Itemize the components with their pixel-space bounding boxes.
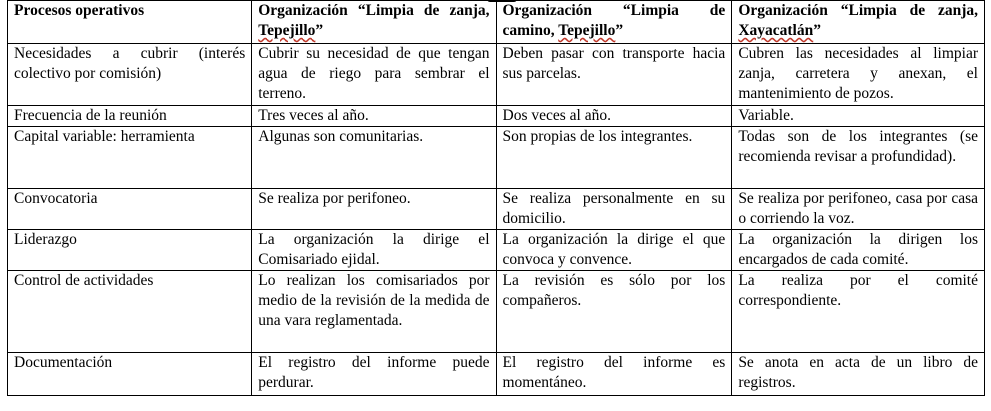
table-row [8, 127, 985, 189]
document-page [7, 0, 985, 405]
operative-processes-table [7, 0, 985, 396]
table-cell: La realiza por el comité correspondiente. [732, 271, 985, 353]
cropped-caption-fragment [487, 0, 517, 2]
table-row [8, 189, 985, 230]
row-label: Documentación [8, 353, 252, 396]
table-cell: Cubrir su necesidad de que tengan agua de riego para sembrar el terreno. [252, 44, 496, 106]
header-processes: Procesos operativos [8, 1, 252, 44]
table-cell: Lo realizan los comisariados por medio de la revisión de la medida de una vara reglamentada. [252, 271, 496, 353]
table-cell: Son propias de los integrantes. [496, 127, 732, 189]
row-label: Necesidades a cubrir (interés colectivo por comisión) [8, 44, 252, 106]
table-cell: Algunas son comunitarias. [252, 127, 496, 189]
header-org-zanja-tepejillo: Organización “Limpia de zanja, Tepejillo” [252, 1, 496, 44]
table-row [8, 106, 985, 127]
header-org-zanja-xayacatlan: Organización “Limpia de zanja, Xayacatlán” [732, 1, 985, 44]
table-cell: Se realiza por perifoneo, casa por casa o corriendo la voz. [732, 189, 985, 230]
table-row [8, 230, 985, 271]
row-label: Convocatoria [8, 189, 252, 230]
table-cell: Dos veces al año. [496, 106, 732, 127]
table-cell: Variable. [732, 106, 985, 127]
table-cell: La organización la dirigen los encargados de cada comité. [732, 230, 985, 271]
table-cell: Se realiza por perifoneo. [252, 189, 496, 230]
table-cell: Todas son de los integrantes (se recomienda revisar a profundidad). [732, 127, 985, 189]
header-org-camino-tepejillo: Organización “Limpia de camino, Tepejillo” [496, 1, 732, 44]
table-cell: El registro del informe es momentáneo. [496, 353, 732, 396]
table-cell: Se anota en acta de un libro de registros. [732, 353, 985, 396]
table-row [8, 271, 985, 353]
table-cell: El registro del informe puede perdurar. [252, 353, 496, 396]
row-label: Liderazgo [8, 230, 252, 271]
table-cell: La organización la dirige el Comisariado ejidal. [252, 230, 496, 271]
table-cell: Se realiza personalmente en su domicilio. [496, 189, 732, 230]
table-cell: Tres veces al año. [252, 106, 496, 127]
row-label: Capital variable: herramienta [8, 127, 252, 189]
table-row [8, 44, 985, 106]
table-cell: La organización la dirige el que convoca y convence. [496, 230, 732, 271]
row-label: Control de actividades [8, 271, 252, 353]
table-cell: La revisión es sólo por los compañeros. [496, 271, 732, 353]
row-label: Frecuencia de la reunión [8, 106, 252, 127]
table-header-row [8, 1, 985, 44]
table-row [8, 353, 985, 396]
table-cell: Deben pasar con transporte hacia sus parcelas. [496, 44, 732, 106]
table-cell: Cubren las necesidades al limpiar zanja, carretera y anexan, el mantenimiento de pozos. [732, 44, 985, 106]
